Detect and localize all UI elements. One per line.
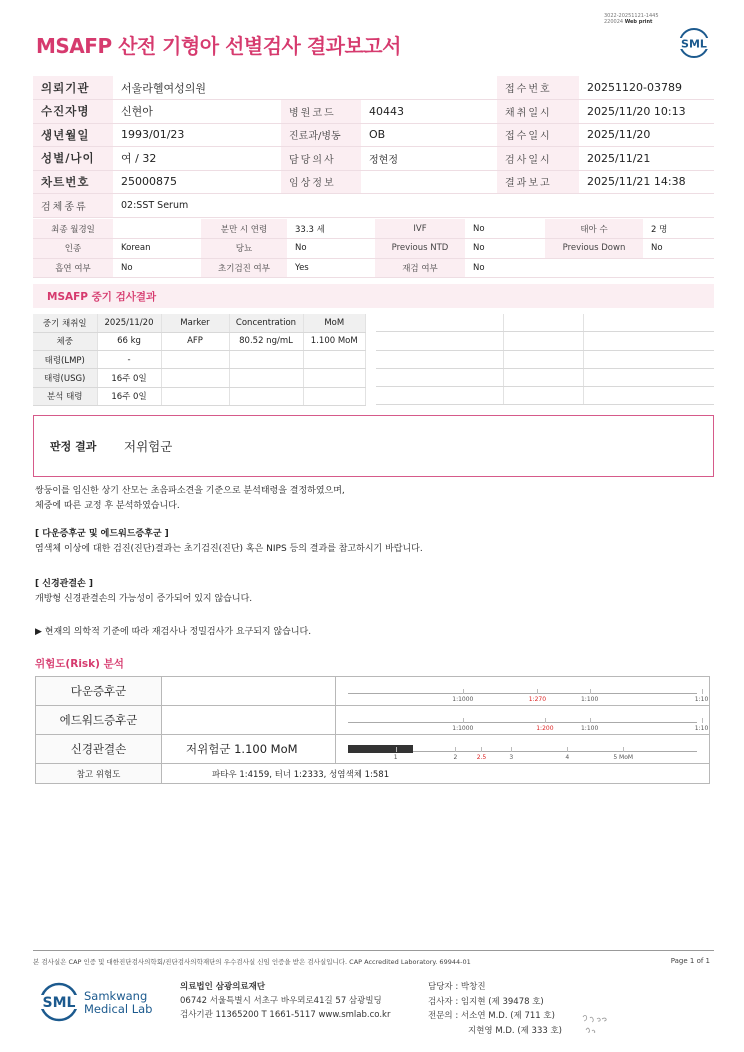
scale-label: 1:100 — [580, 725, 599, 732]
scale-tick — [590, 718, 591, 723]
marker-row — [33, 314, 366, 332]
scale-tick — [396, 747, 397, 752]
risk-scale — [336, 706, 710, 735]
info-value: 25000875 — [113, 170, 281, 194]
scale-label: 4 — [565, 754, 570, 761]
scale-tick — [702, 718, 703, 723]
note-line: 염색체 이상에 대한 검진(진단)결과는 초기검진(진단) 혹은 NIPS 등의 결과를 참고하시기 바랍니다. — [35, 543, 423, 554]
marker-cell — [161, 369, 229, 387]
info-value: 2025/11/21 14:38 — [579, 170, 714, 194]
marker-cell: 16주 0일 — [97, 387, 161, 405]
scale-label: 1 — [393, 754, 398, 761]
marker-cell: 체중 — [33, 332, 97, 350]
scale-tick — [511, 747, 512, 752]
verdict-label: 판정 결과 — [50, 440, 97, 453]
info-label: 진료과/병동 — [281, 123, 361, 147]
info-value: 서울라헬여성의원 — [113, 76, 281, 100]
clinical-value: No — [465, 258, 545, 278]
info-value: 2025/11/21 — [579, 147, 714, 171]
clinical-label: IVF — [375, 219, 465, 239]
org-contact: 검사기관 11365200 T 1661-5117 www.smlab.co.kr — [180, 1010, 391, 1020]
scale-label: 1:1000 — [452, 725, 474, 732]
risk-result: 저위험군 1.100 MoM — [162, 735, 336, 764]
scale-label: 1:10 — [694, 725, 709, 732]
info-label — [281, 76, 361, 100]
info-value — [361, 170, 497, 194]
clinical-label: Previous NTD — [375, 239, 465, 259]
note-ntd — [35, 577, 252, 606]
risk-result — [162, 706, 336, 735]
marker-cell: 16주 0일 — [97, 369, 161, 387]
info-label: 결과보고 — [497, 170, 579, 194]
clinical-label: 인종 — [33, 239, 113, 259]
info-label: 병원코드 — [281, 100, 361, 124]
info-label: 차트번호 — [33, 170, 113, 194]
marker-cell: AFP — [161, 332, 229, 350]
info-label: 의뢰기관 — [33, 76, 113, 100]
marker-cell: 중기 채취일 — [33, 314, 97, 332]
risk-name: 에드워드증후군 — [36, 706, 162, 735]
staff-line: 담당자 : 박창진 — [428, 982, 486, 992]
info-row — [33, 100, 714, 124]
scale-tick — [567, 747, 568, 752]
specimen-value: 02:SST Serum — [113, 194, 714, 218]
clinical-value: Korean — [113, 239, 201, 259]
note-heading: [ 다운증후군 및 에드워드증후군 ] — [35, 529, 169, 539]
staff-line: 전문의 : 서소연 M.D. (제 711 호) — [428, 1011, 555, 1021]
patient-info-table — [33, 76, 714, 218]
clinical-label: Previous Down — [545, 239, 643, 259]
staff-line: 지현영 M.D. (제 333 호) — [468, 1025, 563, 1036]
footer-divider — [33, 950, 714, 951]
scale-label: 5 MoM — [613, 754, 634, 761]
clinical-info-table — [33, 219, 714, 278]
marker-row — [33, 351, 366, 369]
note-recommendation: ▶ 현재의 의학적 기준에 따라 재검사나 정밀검사가 요구되지 않습니다. — [35, 627, 312, 637]
risk-name: 신경관결손 — [36, 735, 162, 764]
info-row — [33, 123, 714, 147]
scale-label: 1:200 — [536, 725, 554, 732]
marker-cell — [229, 369, 303, 387]
org-name: 의료법인 삼광의료재단 — [180, 982, 266, 992]
clinical-label: 당뇨 — [201, 239, 287, 259]
risk-row — [36, 706, 710, 735]
sml-logo-icon — [36, 982, 82, 1022]
marker-cell: Concentration — [229, 314, 303, 332]
marker-row — [33, 387, 366, 405]
marker-cell — [303, 351, 366, 369]
scale-label: 2 — [453, 754, 458, 761]
section-title: MSAFP 중기 검사결과 — [47, 291, 157, 303]
clinical-value: Yes — [287, 258, 375, 278]
signature-icon — [580, 1008, 610, 1036]
clinical-value: No — [287, 239, 375, 259]
clinical-empty — [643, 258, 714, 278]
clinical-row — [33, 239, 714, 259]
clinical-label: 최종 월경일 — [33, 219, 113, 239]
info-value: 2025/11/20 10:13 — [579, 100, 714, 124]
info-value: 40443 — [361, 100, 497, 124]
scale-tick — [463, 718, 464, 723]
scale-axis — [348, 722, 697, 723]
risk-row — [36, 677, 710, 706]
risk-table — [35, 676, 710, 784]
marker-cell: 66 kg — [97, 332, 161, 350]
scale-tick — [537, 689, 538, 694]
scale-tick — [590, 689, 591, 694]
note-twins — [35, 484, 345, 513]
scale-tick — [481, 747, 482, 752]
info-row — [33, 170, 714, 194]
marker-cell: 태령(LMP) — [33, 351, 97, 369]
page-number: Page 1 of 1 — [670, 957, 710, 965]
marker-cell — [161, 351, 229, 369]
report-code: 3022-20251121-1445 220024 Web print — [604, 13, 659, 25]
risk-row — [36, 764, 710, 784]
verdict-value: 저위험군 — [124, 439, 173, 454]
risk-scale — [336, 677, 710, 706]
clinical-value: No — [465, 239, 545, 259]
clinical-value: No — [113, 258, 201, 278]
scale-tick — [463, 689, 464, 694]
info-label: 담당의사 — [281, 147, 361, 171]
sml-logo-icon — [676, 27, 712, 59]
mom-bar — [348, 745, 413, 753]
marker-cell: 태령(USG) — [33, 369, 97, 387]
marker-cell — [303, 387, 366, 405]
info-label: 검사일시 — [497, 147, 579, 171]
info-value: 2025/11/20 — [579, 123, 714, 147]
note-line: 쌍둥이를 임신한 상기 산모는 초음파소견을 기준으로 분석태령을 결정하였으며, — [35, 486, 345, 496]
scale-label: 1:1000 — [452, 696, 474, 703]
marker-table — [33, 314, 366, 406]
info-label: 수진자명 — [33, 100, 113, 124]
svg-text:SML: SML — [681, 37, 707, 51]
clinical-row — [33, 258, 714, 278]
scale-axis — [348, 693, 697, 694]
marker-row — [33, 369, 366, 387]
scale-label: 2.5 — [476, 754, 487, 761]
scale-label: 1:270 — [528, 696, 547, 703]
info-value — [361, 76, 497, 100]
risk-row — [36, 735, 710, 764]
clinical-value: 2 명 — [643, 219, 714, 239]
note-line: 체중에 따른 교정 후 분석하였습니다. — [35, 500, 180, 511]
marker-cell: 2025/11/20 — [97, 314, 161, 332]
note-down-edwards — [35, 527, 423, 556]
clinical-label: 초기검진 여부 — [201, 258, 287, 278]
scale-label: 3 — [509, 754, 514, 761]
marker-cell: 1.100 MoM — [303, 332, 366, 350]
marker-cell: 분석 태령 — [33, 387, 97, 405]
risk-name: 다운증후군 — [36, 677, 162, 706]
scale-tick — [545, 718, 546, 723]
clinical-value: No — [643, 239, 714, 259]
scale-tick — [455, 747, 456, 752]
risk-scale — [336, 735, 710, 764]
info-value: 1993/01/23 — [113, 123, 281, 147]
org-address: 06742 서울특별시 서초구 바우뫼로41길 57 삼광빌딩 — [180, 996, 382, 1006]
clinical-label: 분만 시 연령 — [201, 219, 287, 239]
scale-label: 1:10 — [694, 696, 709, 703]
marker-cell — [229, 387, 303, 405]
svg-text:SML: SML — [42, 995, 76, 1011]
footer-certification: 본 검사실은 CAP 인증 및 대한진단검사의학회/진단검사의학재단의 우수검사실 신임 인증을 받은 검사실입니다. CAP Accredited Laboratory. 69944-01 — [33, 958, 471, 966]
info-value: OB — [361, 123, 497, 147]
blank-marker-grid — [376, 314, 714, 406]
clinical-value: 33.3 세 — [287, 219, 375, 239]
scale-label: 1:100 — [580, 696, 599, 703]
note-line: 개방형 신경관결손의 가능성이 증가되어 있지 않습니다. — [35, 593, 253, 604]
risk-ref-label: 참고 위험도 — [36, 764, 162, 784]
note-heading: [ 신경관결손 ] — [35, 579, 93, 589]
clinical-label: 흡연 여부 — [33, 258, 113, 278]
marker-cell: Marker — [161, 314, 229, 332]
clinical-label: 재검 여부 — [375, 258, 465, 278]
info-label: 임상정보 — [281, 170, 361, 194]
risk-ref-value: 파타우 1:4159, 터너 1:2333, 성염색체 1:581 — [162, 764, 710, 784]
info-label: 성별/나이 — [33, 147, 113, 171]
clinical-value: No — [465, 219, 545, 239]
scale-tick — [623, 747, 624, 752]
clinical-value — [113, 219, 201, 239]
clinical-empty — [545, 258, 643, 278]
marker-cell: 80.52 ng/mL — [229, 332, 303, 350]
info-label: 접수일시 — [497, 123, 579, 147]
info-label: 접수번호 — [497, 76, 579, 100]
org-info — [180, 980, 390, 1022]
info-label: 생년월일 — [33, 123, 113, 147]
risk-result — [162, 677, 336, 706]
info-value: 20251120-03789 — [579, 76, 714, 100]
info-label: 채취일시 — [497, 100, 579, 124]
staff-info — [428, 980, 562, 1038]
marker-cell: - — [97, 351, 161, 369]
info-row — [33, 147, 714, 171]
info-row — [33, 194, 714, 218]
clinical-label: 태아 수 — [545, 219, 643, 239]
staff-line: 검사자 : 임지현 (제 39478 호) — [428, 996, 544, 1007]
scale-tick — [702, 689, 703, 694]
brand-name: Samkwang Medical Lab — [84, 989, 153, 1016]
marker-cell: MoM — [303, 314, 366, 332]
marker-row — [33, 332, 366, 350]
info-row — [33, 76, 714, 100]
risk-title: 위험도(Risk) 분석 — [35, 658, 124, 670]
info-value: 정현정 — [361, 147, 497, 171]
clinical-row — [33, 219, 714, 239]
info-value: 여 / 32 — [113, 147, 281, 171]
marker-cell — [161, 387, 229, 405]
info-value: 신현아 — [113, 100, 281, 124]
report-title: MSAFP 산전 기형아 선별검사 결과보고서 — [36, 34, 401, 58]
marker-cell — [303, 369, 366, 387]
specimen-label: 검체종류 — [33, 194, 113, 218]
marker-cell — [229, 351, 303, 369]
verdict-box — [33, 415, 714, 477]
